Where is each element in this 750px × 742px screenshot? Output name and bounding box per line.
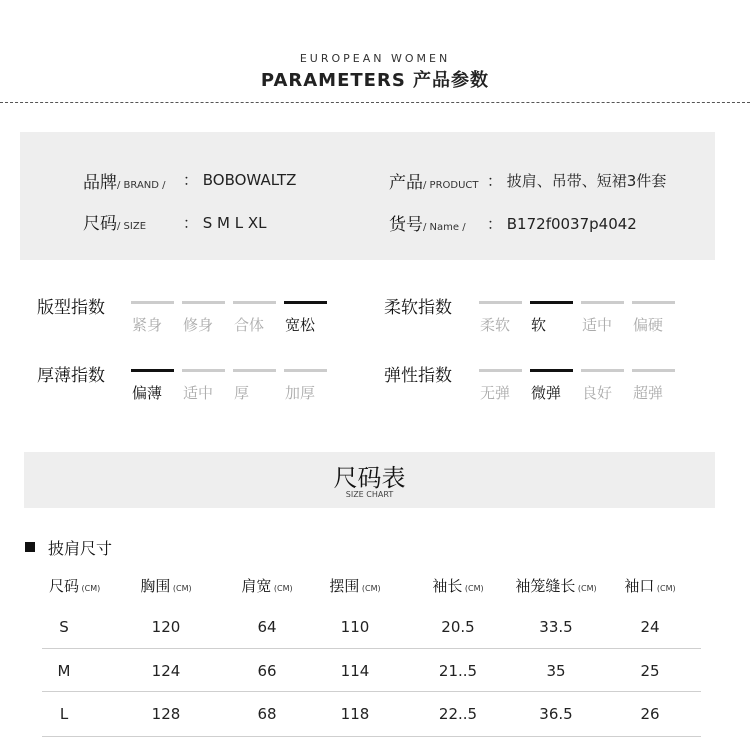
table-cell: 120 — [151, 618, 181, 636]
product-info-panel — [20, 132, 715, 260]
table-cell: 35 — [546, 662, 566, 680]
index-bar — [632, 301, 675, 304]
section-bullet-icon — [25, 542, 35, 552]
table-cell: 110 — [340, 618, 370, 636]
table-cell: 26 — [640, 705, 660, 723]
item-no-sublabel: / Name / — [423, 222, 466, 233]
size-value: ： S M L XL — [183, 214, 267, 232]
item-no-label: 货号 — [389, 215, 423, 235]
index-title: 柔软指数 — [384, 298, 452, 318]
index-option: 无弹 — [480, 384, 511, 402]
size-row — [83, 209, 146, 234]
index-bar-selected — [284, 301, 327, 304]
table-cell: 64 — [257, 618, 277, 636]
table-header-cell: 袖口 (CM) — [624, 577, 676, 595]
index-bar — [581, 301, 624, 304]
index-option-selected: 宽松 — [285, 316, 316, 334]
table-cell: 36.5 — [539, 705, 573, 723]
table-cell: 128 — [151, 705, 181, 723]
table-cell: 124 — [151, 662, 181, 680]
index-option-selected: 偏薄 — [132, 384, 163, 402]
index-option: 超弹 — [633, 384, 664, 402]
table-header-cell: 袖长 (CM) — [432, 577, 484, 595]
table-header-cell: 摆围 (CM) — [329, 577, 381, 595]
table-header-cell: 肩宽 (CM) — [241, 577, 293, 595]
header-subtitle: EUROPEAN WOMEN — [299, 52, 451, 65]
brand-row — [83, 168, 166, 193]
section-title: 披肩尺寸 — [48, 539, 113, 558]
size-label: 尺码 — [83, 214, 117, 234]
table-cell: 20.5 — [441, 618, 475, 636]
brand-sublabel: / BRAND / — [117, 180, 166, 191]
index-bar — [479, 301, 522, 304]
table-header-cell: 胸围 (CM) — [140, 577, 192, 595]
size-chart-subtitle: SIZE CHART — [345, 490, 394, 499]
index-bar-selected — [530, 301, 573, 304]
index-option: 偏硬 — [633, 316, 664, 334]
index-option-selected: 微弹 — [531, 384, 562, 402]
table-row-divider — [42, 736, 701, 737]
index-title: 弹性指数 — [384, 366, 452, 386]
size-sublabel: / SIZE — [117, 221, 147, 232]
table-cell: 68 — [257, 705, 277, 723]
product-row — [389, 168, 479, 193]
table-cell: 114 — [340, 662, 370, 680]
index-option: 合体 — [234, 316, 265, 334]
index-option: 适中 — [582, 316, 613, 334]
index-bar — [479, 369, 522, 372]
index-option: 加厚 — [285, 384, 316, 402]
brand-value: ： BOBOWALTZ — [183, 171, 297, 189]
index-bar — [581, 369, 624, 372]
product-sublabel: / PRODUCT — [423, 180, 479, 191]
index-title: 厚薄指数 — [37, 366, 105, 386]
index-bar — [182, 301, 225, 304]
product-value: ： 披肩、吊带、短裙3件套 — [487, 172, 667, 190]
table-cell: 25 — [640, 662, 660, 680]
index-option: 紧身 — [132, 316, 163, 334]
product-label: 产品 — [389, 173, 423, 193]
index-option: 柔软 — [480, 316, 511, 334]
table-size-cell: L — [59, 705, 69, 723]
table-header-cell: 尺码 (CM) — [49, 577, 101, 595]
index-bar — [632, 369, 675, 372]
table-cell: 24 — [640, 618, 660, 636]
table-size-cell: M — [57, 662, 71, 680]
item-no-row — [389, 210, 466, 235]
table-cell: 66 — [257, 662, 277, 680]
index-bar — [131, 301, 174, 304]
index-option: 良好 — [582, 384, 613, 402]
index-bar-selected — [530, 369, 573, 372]
table-cell: 21..5 — [438, 662, 478, 680]
dashed-divider — [0, 102, 750, 103]
index-bar — [182, 369, 225, 372]
table-cell: 22..5 — [438, 705, 478, 723]
index-option-selected: 软 — [531, 316, 547, 334]
index-bar-selected — [131, 369, 174, 372]
table-row-divider — [42, 691, 701, 692]
table-row-divider — [42, 648, 701, 649]
table-cell: 118 — [340, 705, 370, 723]
size-chart-title: 尺码表 — [333, 464, 406, 492]
index-option: 适中 — [183, 384, 214, 402]
index-bar — [284, 369, 327, 372]
table-size-cell: S — [59, 618, 69, 636]
index-title: 版型指数 — [37, 298, 105, 318]
header-title: PARAMETERS 产品参数 — [260, 70, 490, 91]
index-option: 修身 — [183, 316, 214, 334]
index-bar — [233, 301, 276, 304]
table-cell: 33.5 — [539, 618, 573, 636]
item-no-value: ： B172f0037p4042 — [487, 215, 637, 233]
index-option: 厚 — [234, 384, 250, 402]
index-bar — [233, 369, 276, 372]
brand-label: 品牌 — [83, 173, 117, 193]
table-header-cell: 袖笼缝长 (CM) — [515, 577, 597, 595]
